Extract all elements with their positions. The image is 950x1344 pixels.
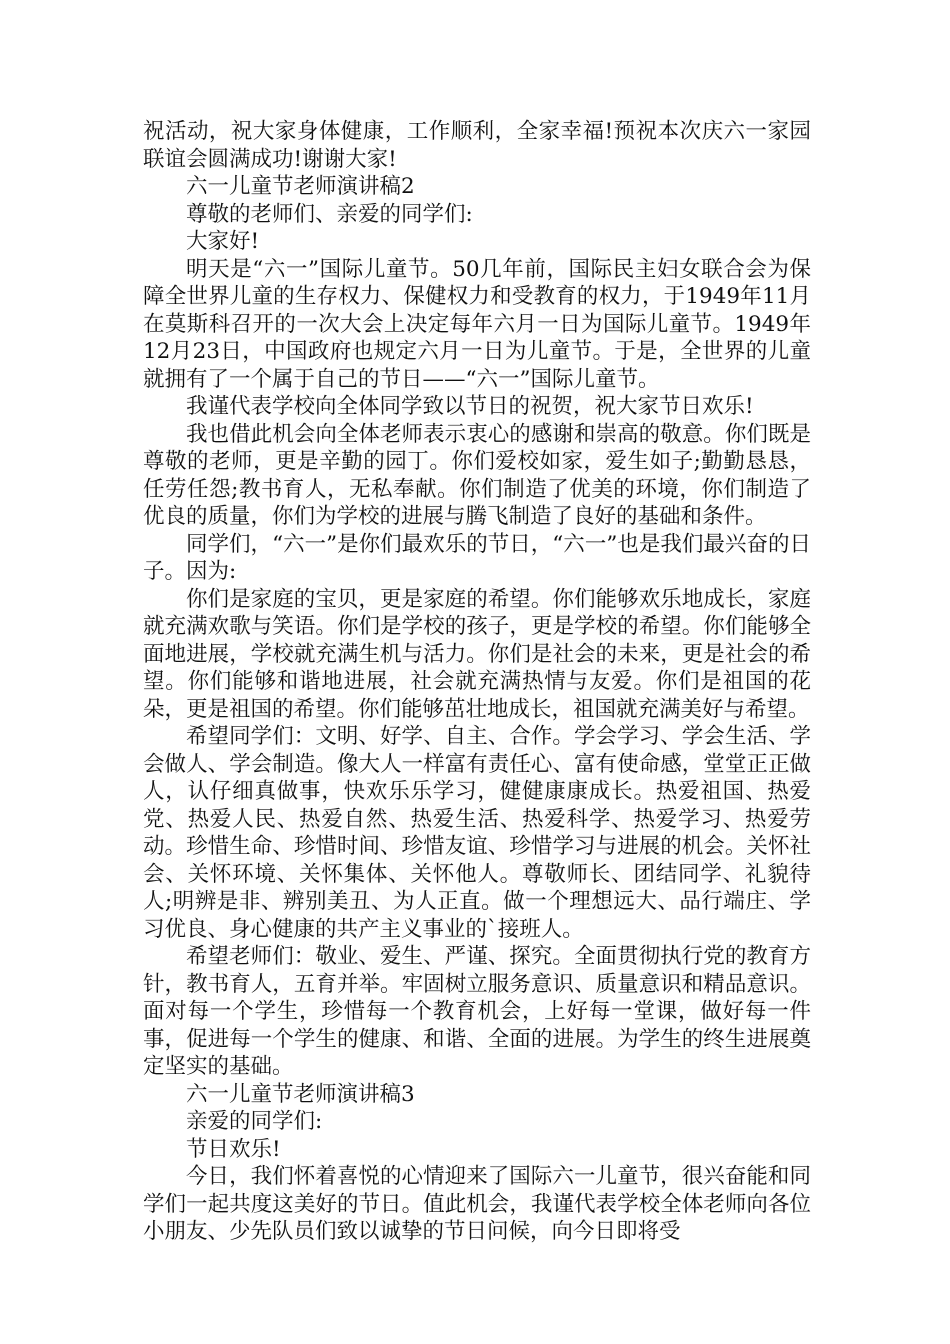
salutation: 尊敬的老师们、亲爱的同学们: — [186, 201, 473, 227]
speech-title-2: 六一儿童节老师演讲稿2 — [186, 174, 415, 199]
paragraph-students-intro: 同学们，“六一”是你们最欢乐的节日，“六一”也是我们最兴奋的日子。因为: — [143, 531, 811, 584]
paragraph-hope-students: 希望同学们：文明、好学、自主、合作。学会学习、学会生活、学会做人、学会制造。像大人一样富有责任心、富有使命感，堂堂正正做人，认仔细真做事，快欢乐乐学习，健健康康成长。热爱祖国、热爱党、热爱人民、热爱自然、热爱生活、热爱科学、热爱学习、热爱劳动。珍惜生命、珍惜时间、珍惜友谊、珍惜学习与进展的机会。关怀社会、关怀环境、关怀集体、关怀他人。尊敬师长、团结同学、礼貌待人;明辨是非、辨别美丑、为人正直。做一个理想远大、品行端庄、学习优良、身心健康的共产主义事业的`接班人。 — [143, 724, 811, 942]
speech-title-3: 六一儿童节老师演讲稿3 — [186, 1081, 415, 1107]
paragraph-childrens-day-history: 明天是“六一”国际儿童节。50几年前，国际民主妇女联合会为保障全世界儿童的生存权力、保健权力和受教育的权力，于1949年11月在莫斯科召开的一次大会上决定每年六月一日为国际儿童节。1949年12月23日，中国政府也规定六月一日为儿童节。于是，全世界的儿童就拥有了一个属于自己的节日——“六一”国际儿童节。 — [143, 256, 811, 392]
paragraph-opening-3: 今日，我们怀着喜悦的心情迎来了国际六一儿童节，很兴奋能和同学们一起共度这美好的节日。值此机会，我谨代表学校全体老师向各位小朋友、少先队员们致以诚挚的节日问候，向今日即将受 — [143, 1164, 811, 1244]
paragraph-hope-teachers: 希望老师们：敬业、爱生、严谨、探究。全面贯彻执行党的教育方针，教书育人，五育并举。牢固树立服务意识、质量意识和精品意识。面对每一个学生，珍惜每一个教育机会，上好每一堂课，做好每一件事，促进每一个学生的健康、和谐、全面的进展。为学生的终生进展奠定坚实的基础。 — [143, 944, 811, 1079]
paragraph-congratulations: 我谨代表学校向全体同学致以节日的祝贺，祝大家节日欢乐! — [186, 394, 754, 419]
paragraph-hope-of-family: 你们是家庭的宝贝，更是家庭的希望。你们能够欢乐地成长，家庭就充满欢歌与笑语。你们是学校的孩子，更是学校的希望。你们能够全面地进展，学校就充满生机与活力。你们是社会的未来，更是社会的希望。你们能够和谐地进展，社会就充满热情与友爱。你们是祖国的花朵，更是祖国的希望。你们能够茁壮地成长，祖国就充满美好与希望。 — [143, 586, 811, 722]
paragraph-teacher-thanks: 我也借此机会向全体老师表示衷心的感谢和崇高的敬意。你们既是尊敬的老师，更是辛勤的园丁。你们爱校如家，爱生如子;勤勤恳恳，任劳任怨;教书育人，无私奉献。你们制造了优美的环境，你们制造了优良的质量，你们为学校的进展与腾飞制造了良好的基础和条件。 — [143, 421, 811, 529]
document-page — [143, 118, 811, 1246]
paragraph-closing-continuation: 祝活动，祝大家身体健康，工作顺利，全家幸福!预祝本次庆六一家园联谊会圆满成功!谢谢大家! — [143, 119, 811, 172]
greeting: 大家好! — [186, 229, 260, 254]
greeting-3: 节日欢乐! — [186, 1136, 281, 1162]
salutation-3: 亲爱的同学们: — [186, 1109, 323, 1134]
